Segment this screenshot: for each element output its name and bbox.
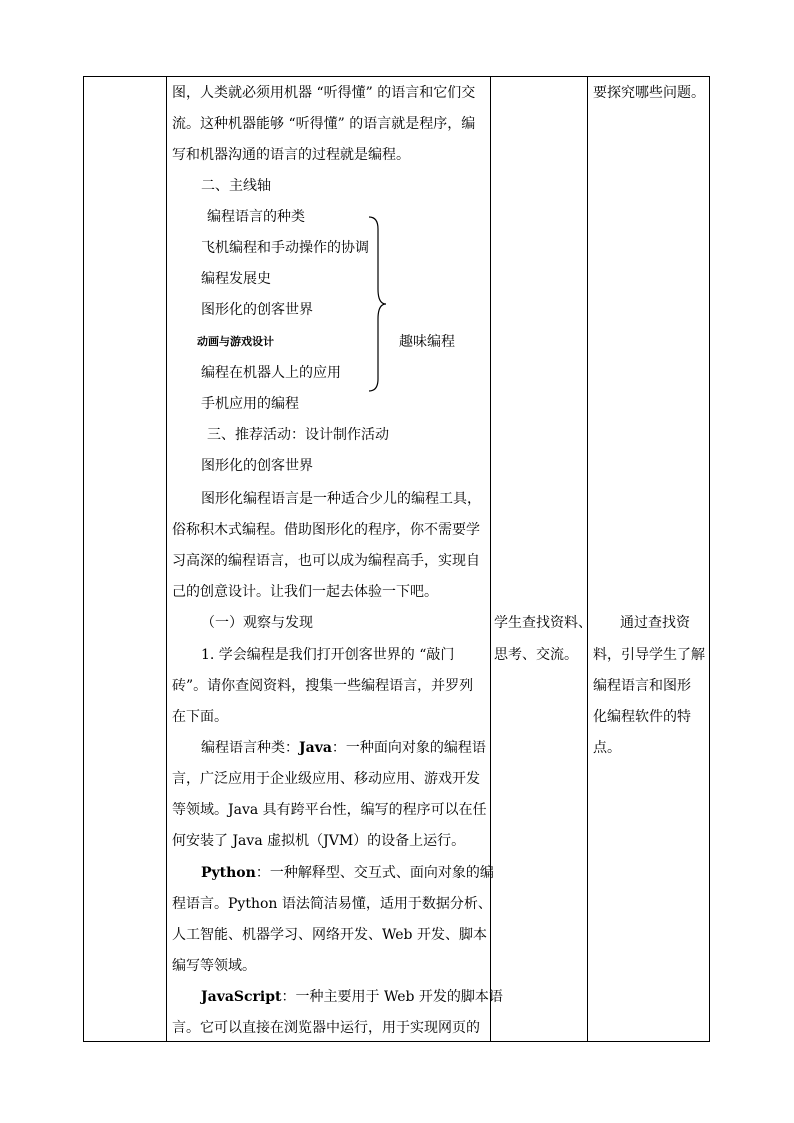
student-activity-column — [491, 77, 592, 1041]
content-line: 等领域。Java 具有跨平台性，编写的程序可以在任 — [172, 802, 487, 818]
java-paragraph-start — [201, 739, 486, 757]
topic-item: 动画与游戏设计 — [197, 335, 274, 348]
content-line: 图形化的创客世界 — [201, 458, 313, 474]
intent-line: 编程语言和图形 — [593, 678, 691, 694]
intent-line: 点。 — [593, 740, 621, 756]
content-line: 习高深的编程语言，也可以成为编程高手，实现自 — [172, 553, 480, 569]
topic-item: 编程在机器人上的应用 — [201, 365, 341, 381]
content-line: 图形化编程语言是一种适合少儿的编程工具， — [201, 491, 481, 507]
language-name: Java — [299, 740, 332, 756]
lesson-table — [83, 76, 710, 1042]
content-line: 编写等领域。 — [172, 958, 256, 974]
content-line: 何安装了 Java 虚拟机（JVM）的设备上运行。 — [172, 833, 466, 849]
section-heading: 三、推荐活动：设计制作活动 — [207, 427, 389, 443]
content-line: 图，人类就必须用机器 “听得懂” 的语言和它们交 — [172, 85, 476, 101]
intent-line: 化编程软件的特 — [593, 709, 691, 725]
content-line: 写和机器沟通的语言的过程就是编程。 — [172, 147, 410, 163]
intent-line: 料，引导学生了解 — [593, 647, 705, 663]
language-name: Python — [201, 865, 256, 881]
curly-brace — [367, 215, 387, 393]
content-text: ：一种主要用于 Web 开发的脚本语 — [281, 989, 503, 1005]
design-intent-column — [588, 77, 710, 1041]
subsection-heading: （一）观察与发现 — [201, 615, 313, 631]
intent-line: 通过查找资 — [620, 615, 690, 631]
content-line: 流。这种机器能够 “听得懂” 的语言就是程序，编 — [172, 116, 476, 132]
topic-item: 手机应用的编程 — [201, 396, 299, 412]
brace-label: 趣味编程 — [399, 334, 455, 350]
topic-item: 图形化的创客世界 — [201, 302, 313, 318]
content-line: 砖”。请你查阅资料，搜集一些编程语言，并罗列 — [172, 678, 474, 694]
content-line: 言。它可以直接在浏览器中运行，用于实现网页的 — [172, 1020, 480, 1036]
content-line: 己的创意设计。让我们一起去体验一下吧。 — [172, 584, 438, 600]
content-line: 人工智能、机器学习、网络开发、Web 开发、脚本 — [172, 927, 487, 943]
language-name: JavaScript — [201, 989, 282, 1005]
content-column — [167, 77, 503, 1041]
intent-line: 要探究哪些问题。 — [593, 85, 705, 101]
content-line: 程语言。Python 语法简洁易懂，适用于数据分析、 — [172, 896, 492, 912]
content-line: 在下面。 — [172, 709, 228, 725]
content-line: 俗称积木式编程。借助图形化的程序，你不需要学 — [172, 522, 480, 538]
content-line: 言，广泛应用于企业级应用、移动应用、游戏开发 — [172, 771, 480, 787]
section-heading: 二、主线轴 — [201, 178, 271, 194]
content-text: ：一种解释型、交互式、面向对象的编 — [255, 865, 494, 881]
topic-item: 飞机编程和手动操作的协调 — [201, 240, 369, 256]
activity-line: 思考、交流。 — [494, 647, 578, 663]
activity-line: 学生查找资料、 — [494, 615, 592, 631]
topic-item: 编程语言的种类 — [207, 209, 305, 225]
javascript-paragraph-start — [201, 988, 503, 1006]
content-text: 编程语言种类： — [201, 740, 299, 756]
python-paragraph-start — [201, 864, 494, 882]
content-line: 1. 学会编程是我们打开创客世界的 “敲门 — [201, 647, 455, 663]
content-text: ：一种面向对象的编程语 — [331, 740, 486, 756]
topic-item: 编程发展史 — [201, 271, 271, 287]
